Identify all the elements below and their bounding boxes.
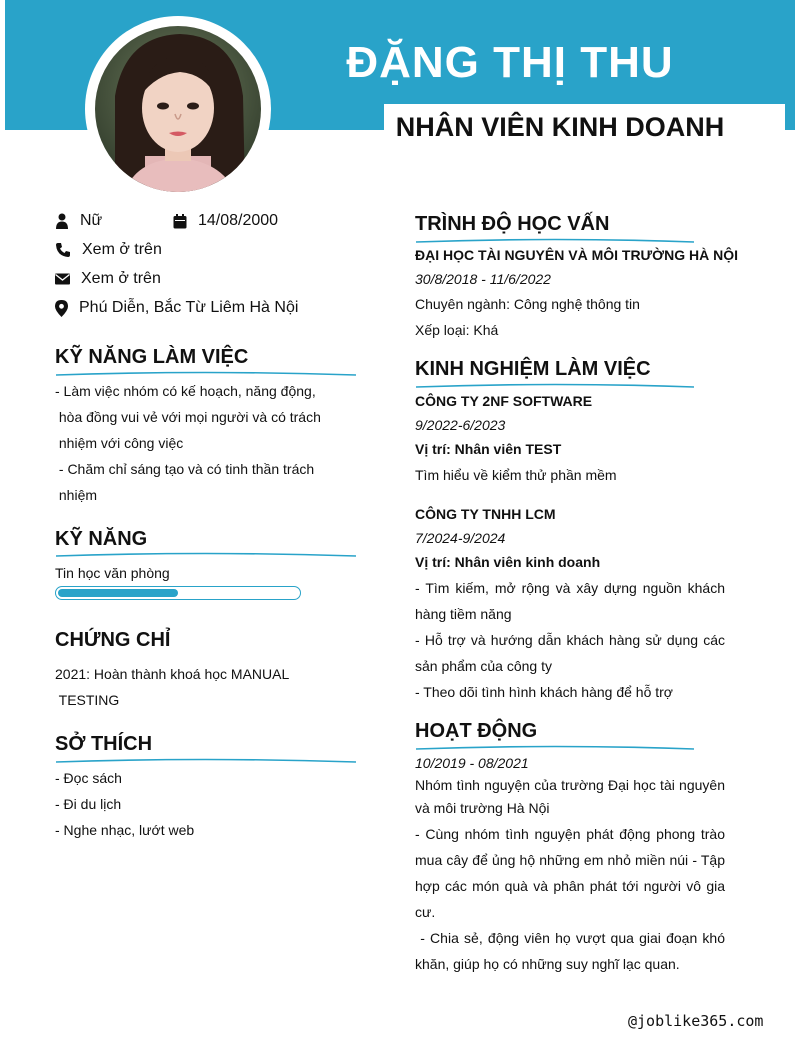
gender-value: Nữ (80, 212, 103, 229)
job-details-list (415, 575, 725, 705)
hobby-item: - Đọc sách (55, 770, 122, 786)
activity-detail: - Chia sẻ, động viên họ vượt qua giai đoạn khó khăn, giúp họ có những suy nghĩ lạc quan. (415, 930, 729, 972)
certificates-title: CHỨNG CHỈ (55, 629, 171, 651)
birthday-value: 14/08/2000 (198, 212, 279, 229)
education-underline (415, 237, 695, 245)
work-skills-line: - Chăm chỉ sáng tạo và có tinh thần trách (55, 461, 315, 477)
hobbies-title: SỞ THÍCH (55, 733, 153, 755)
skill-level-fill (58, 589, 178, 597)
skills-title: KỸ NĂNG (55, 528, 148, 550)
mail-icon (55, 273, 70, 285)
skills-underline (55, 551, 357, 559)
job-position: Vị trí: Nhân viên kinh doanh (415, 554, 601, 570)
address-row (55, 299, 298, 317)
phone-icon (55, 242, 71, 258)
person-icon (55, 213, 69, 229)
avatar (95, 26, 261, 192)
education-period: 30/8/2018 - 11/6/2022 (415, 271, 551, 287)
skill-name: Tin học văn phòng (55, 565, 170, 581)
job-detail: - Hỗ trợ và hướng dẫn khách hàng sử dụng các sản phẩm của công ty (415, 632, 725, 674)
experience-underline (415, 382, 695, 390)
phone-value: Xem ở trên (82, 241, 162, 258)
candidate-name: ĐẶNG THỊ THU (346, 38, 674, 87)
job-company: CÔNG TY 2NF SOFTWARE (415, 393, 593, 409)
email-value: Xem ở trên (81, 270, 161, 287)
address-value: Phú Diễn, Bắc Từ Liêm Hà Nội (79, 299, 299, 316)
hobbies-underline (55, 757, 357, 765)
job-company: CÔNG TY TNHH LCM (415, 506, 556, 522)
activities-details (415, 821, 729, 977)
activities-underline (415, 744, 695, 752)
location-pin-icon (55, 300, 68, 317)
education-grade: Xếp loại: Khá (415, 322, 499, 338)
activities-intro: Nhóm tình nguyện của trường Đại học tài nguyên và môi trường Hà Nội (415, 777, 725, 816)
education-title: TRÌNH ĐỘ HỌC VẤN (415, 213, 610, 235)
phone-row (55, 241, 162, 259)
work-skills-line: nhiệm với công việc (55, 435, 184, 451)
birthday-row (173, 212, 278, 230)
education-school: ĐẠI HỌC TÀI NGUYÊN VÀ MÔI TRƯỜNG HÀ NỘI (415, 247, 739, 263)
gender-row (55, 212, 102, 230)
activity-detail: - Cùng nhóm tình nguyện phát động phong trào mua cây để ủng hộ những em nhỏ miền núi - Tập hợp các món quà và phân phát tới người vô gia cư. (415, 826, 729, 920)
work-skills-line: hòa đồng vui vẻ với mọi người và có trách (55, 409, 321, 425)
work-skills-line: - Làm việc nhóm có kế hoạch, năng động, (55, 383, 316, 399)
certificates-text (55, 661, 355, 713)
work-skills-underline (55, 370, 357, 378)
job-title: NHÂN VIÊN KINH DOANH (395, 112, 725, 142)
activities-period: 10/2019 - 08/2021 (415, 755, 529, 771)
email-row (55, 270, 161, 288)
experience-title: KINH NGHIỆM LÀM VIỆC (415, 358, 651, 380)
calendar-icon (173, 214, 187, 229)
hobby-item: - Nghe nhạc, lướt web (55, 822, 195, 838)
job-detail: - Tìm kiếm, mở rộng và xây dựng nguồn khách hàng tiềm năng (415, 580, 725, 622)
activities-title: HOẠT ĐỘNG (415, 720, 538, 742)
work-skills-text (55, 378, 355, 508)
hobby-item: - Đi du lịch (55, 796, 122, 812)
skill-level-bar (55, 586, 301, 600)
hobbies-list (55, 765, 194, 843)
work-skills-title: KỸ NĂNG LÀM VIỆC (55, 346, 249, 368)
job-detail: Tìm hiểu về kiểm thử phần mềm (415, 467, 617, 483)
certificate-line: TESTING (55, 692, 120, 708)
job-position: Vị trí: Nhân viên TEST (415, 441, 562, 457)
education-major: Chuyên ngành: Công nghệ thông tin (415, 296, 640, 312)
work-skills-line: nhiệm (55, 487, 98, 503)
job-period: 9/2022-6/2023 (415, 417, 506, 433)
job-detail: - Theo dõi tình hình khách hàng để hỗ trợ (415, 684, 673, 700)
job-period: 7/2024-9/2024 (415, 530, 506, 546)
certificate-line: 2021: Hoàn thành khoá học MANUAL (55, 666, 290, 682)
avatar-photo (95, 26, 261, 192)
footer-watermark: @joblike365.com (628, 1012, 764, 1030)
